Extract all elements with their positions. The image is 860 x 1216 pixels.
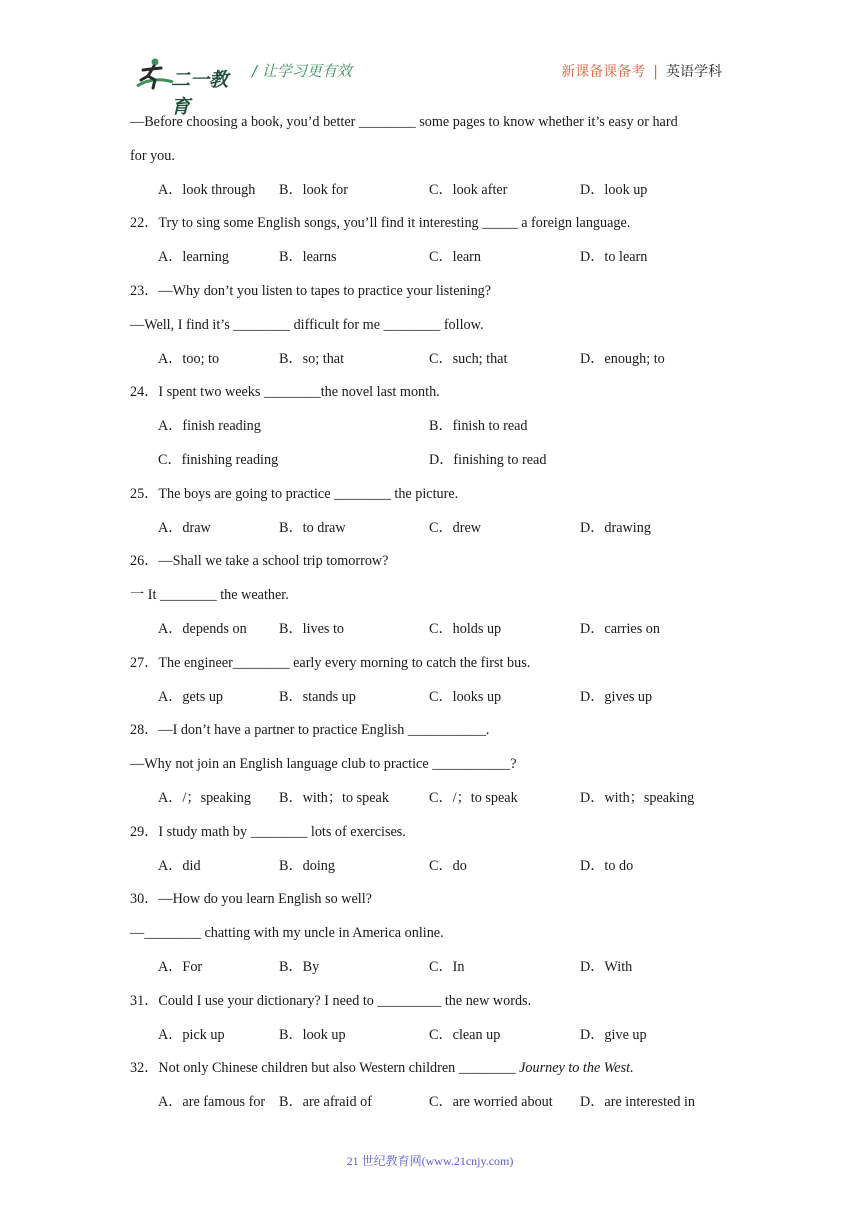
answer-option: D．enough; to — [580, 350, 665, 367]
question-line: 27．The engineer________ early every morning to catch the first bus. — [130, 654, 531, 671]
question-line: —Why not join an English language club to practice ___________? — [130, 756, 517, 773]
answer-option: B．are afraid of — [279, 1094, 372, 1111]
question-line: 30．—How do you learn English so well? — [130, 891, 372, 908]
answer-options — [130, 1086, 730, 1120]
answer-option: C．drew — [429, 519, 482, 536]
question-line: for you. — [130, 147, 175, 164]
slogan: / 让学习更有效 — [252, 62, 352, 80]
answer-option: D．gives up — [580, 688, 653, 705]
question-line: 31．Could I use your dictionary? I need to _________ the new words. — [130, 992, 532, 1009]
question-line: 25．The boys are going to practice ________ the picture. — [130, 485, 459, 502]
header-course-info — [561, 61, 722, 81]
answer-option: C．/；to speak — [429, 789, 518, 806]
answer-options — [130, 512, 730, 546]
answer-options — [130, 343, 730, 377]
answer-option: D．look up — [580, 181, 648, 198]
question-line: 26．—Shall we take a school trip tomorrow? — [130, 553, 389, 570]
answer-option: C．learn — [429, 249, 482, 266]
answer-option: B．finish to read — [429, 418, 528, 435]
answer-option: C．clean up — [429, 1026, 501, 1043]
answer-option: C．looks up — [429, 688, 502, 705]
answer-option: A．For — [158, 958, 203, 975]
question-line: 23．—Why don’t you listen to tapes to practice your listening? — [130, 282, 492, 299]
answer-option: A．depends on — [158, 620, 247, 637]
brand-logo — [133, 56, 245, 118]
answer-option: D．carries on — [580, 620, 660, 637]
answer-option: D．are interested in — [580, 1094, 696, 1111]
question-line: 29．I study math by ________ lots of exercises. — [130, 823, 406, 840]
answer-option: C．In — [429, 958, 465, 975]
answer-option: D．give up — [580, 1026, 647, 1043]
answer-option: D．finishing to read — [429, 451, 547, 468]
answer-option: A．finish reading — [158, 418, 261, 435]
answer-option: C．do — [429, 857, 467, 874]
answer-options — [130, 782, 730, 816]
answer-options — [130, 241, 730, 275]
question-line — [130, 1052, 730, 1086]
answer-option: B．look for — [279, 181, 348, 198]
answer-options — [130, 174, 730, 208]
question-line: —Well, I find it’s ________ difficult for me ________ follow. — [130, 316, 484, 333]
page-header — [0, 0, 860, 118]
answer-option: D．to do — [580, 857, 634, 874]
answer-option: A．pick up — [158, 1026, 225, 1043]
answer-options — [130, 613, 730, 647]
question-line: 一 It ________ the weather. — [130, 587, 289, 604]
answer-options — [130, 1019, 730, 1053]
subject-label: 英语学科 — [666, 64, 722, 80]
answer-options — [130, 850, 730, 884]
answer-option: B．lives to — [279, 620, 345, 637]
answer-option: C．holds up — [429, 620, 502, 637]
answer-option: B．By — [279, 958, 320, 975]
question-line: 22．Try to sing some English songs, you’ll find it interesting _____ a foreign language. — [130, 215, 631, 232]
logo-text: 二一教育 — [171, 69, 229, 118]
answer-option: D．drawing — [580, 519, 651, 536]
page-footer: 21 世纪教育网(www.21cnjy.com) — [346, 1154, 514, 1168]
question-list — [130, 106, 730, 1120]
question-line: —________ chatting with my uncle in America online. — [130, 925, 444, 942]
answer-option: A．/；speaking — [158, 789, 251, 806]
answer-option: B．learns — [279, 249, 337, 266]
answer-option: C．are worried about — [429, 1094, 553, 1111]
answer-option: B．doing — [279, 857, 335, 874]
book-title: Journey to the West. — [519, 1060, 634, 1077]
question-line: —Before choosing a book, you’d better ________ some pages to know whether it’s easy or hard — [130, 114, 678, 130]
answer-option: B．so; that — [279, 350, 345, 367]
answer-option: D．to learn — [580, 249, 648, 266]
answer-option: B．look up — [279, 1026, 346, 1043]
answer-option: D．with；speaking — [580, 789, 695, 806]
answer-option: B．stands up — [279, 688, 356, 705]
header-separator: | — [653, 64, 658, 80]
answer-option: A．too; to — [158, 350, 220, 367]
answer-options — [130, 410, 730, 444]
question-text: 32．Not only Chinese children but also Western children ________ — [130, 1060, 520, 1077]
answer-options — [130, 444, 730, 478]
answer-option: C．such; that — [429, 350, 508, 367]
answer-option: B．to draw — [279, 519, 346, 536]
answer-option: A．are famous for — [158, 1094, 266, 1111]
answer-options — [130, 681, 730, 715]
answer-options — [130, 951, 730, 985]
answer-option: A．gets up — [158, 688, 224, 705]
answer-option: D．With — [580, 958, 633, 975]
course-label: 新课备课备考 — [561, 64, 646, 80]
answer-option: A．did — [158, 857, 201, 874]
answer-option: A．draw — [158, 519, 211, 536]
answer-option: A．learning — [158, 249, 229, 266]
answer-option: C．look after — [429, 181, 508, 198]
question-line: 28．—I don’t have a partner to practice English ___________. — [130, 722, 490, 739]
question-line: 24．I spent two weeks ________the novel last month. — [130, 384, 440, 401]
answer-option: A．look through — [158, 181, 256, 198]
answer-option: B．with；to speak — [279, 789, 389, 806]
answer-option: C．finishing reading — [158, 451, 279, 468]
